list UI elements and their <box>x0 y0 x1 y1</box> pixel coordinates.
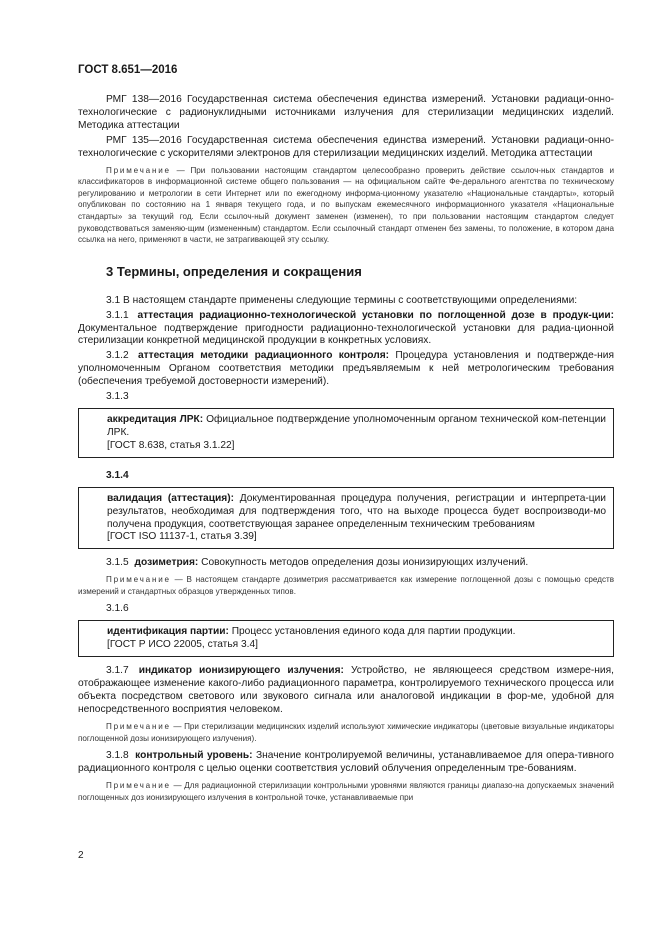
term-3-1-1 <box>78 310 614 349</box>
term-definition: Документальное подтверждение пригодности радиационно-технологической установки для радиа-ционной стерилизации конкретной медицинской продукции в конкретных условиях. <box>78 322 614 347</box>
term-number-3-1-4: 3.1.4 <box>106 469 129 481</box>
normative-reference-2: РМГ 135—2016 Государственная система обеспечения единства измерений. Установки радиаци-онно-технологические с ускорителями электронов для стерилизации медицинских изделий. Методика аттестации <box>78 134 614 159</box>
term-name: идентификация партии: <box>107 626 229 638</box>
note-label: Примечание <box>106 575 171 585</box>
term-number-3-1-3: 3.1.3 <box>106 391 129 403</box>
term-definition: Процедура установления и подтвержде-ния уполномоченным Органом соответствия методики предъявляемым к ней метрологическим требования (обеспечения требуемой достоверности измерений). <box>78 350 614 388</box>
term-3-1-5 <box>78 557 614 570</box>
term-definition: Значение контролируемой величины, устанавливаемое для опера-тивного радиационного контроля с целью оценки соответствия условий облучения определенным тре-бованиям. <box>78 750 614 774</box>
term-definition: Совокупность методов определения дозы ионизирующих излучений. <box>198 557 529 569</box>
note-indicators <box>78 721 614 744</box>
term-box-3-1-3 <box>78 408 614 458</box>
note-text: — При пользовании настоящим стандартом целесообразно проверить действие ссылоч-ных стандартов и классификаторов в информационной системе общего пользования — на официальном сайте Фе-дерального агентства по техническому регулированию и метрологии в сети Интернет или по ежегодному информа-ционному указателю «Национальные стандарты», который опубликован по состоянию на 1 января текущего года, и по выпускам ежемесячного информационного указателя «Национальные стандарты» за текущий год. Если ссылоч-ный документ заменен (изменен), то при пользовании настоящим стандартом следует руководствоваться заменяю-щим (измененным) стандартом. Если ссылочный стандарт отменен без замены, то положение, в котором дана ссылка на него, применяют в части, не затрагивающей эту ссылку. <box>78 165 614 245</box>
note-dosimetry <box>78 574 614 597</box>
term-name: валидация (аттестация): <box>107 492 234 504</box>
term-3-1-8 <box>78 750 614 776</box>
term-number: 3.1.1 <box>106 309 129 321</box>
term-definition: Документированная процедура получения, регистрации и интерпрета-ции результатов, необходимая для подтверждения того, что на выходе процесса будет воспроизводи-мо получена продукция, соответствующая заранее определенным техническим требованиям <box>107 492 606 530</box>
note-label: Примечание <box>106 165 171 175</box>
term-name: контрольный уровень: <box>135 750 253 762</box>
note-label: Примечание <box>106 721 171 731</box>
term-definition: Процесс установления единого кода для партии продукции. <box>228 626 516 638</box>
term-3-1-7 <box>78 665 614 717</box>
term-number-3-1-6: 3.1.6 <box>106 603 129 615</box>
normative-reference-1: РМГ 138—2016 Государственная система обеспечения единства измерений. Установки радиаци-онно-технологические с радионуклидными источниками излучения для стерилизации медицинских изделий. Методика аттестации <box>78 94 614 131</box>
term-name: индикатор ионизирующего излучения: <box>138 665 344 677</box>
page-content <box>78 94 614 809</box>
term-number: 3.1.7 <box>106 665 129 677</box>
term-3-1-2 <box>78 350 614 389</box>
term-name: аттестация методики радиационного контроля: <box>137 350 390 362</box>
term-source: [ГОСТ ISO 11137-1, статья 3.39] <box>107 531 257 543</box>
term-box-3-1-6 <box>78 620 614 657</box>
term-name: аккредитация ЛРК: <box>107 414 204 426</box>
term-name: дозиметрия: <box>134 557 199 569</box>
term-definition: Устройство, не являющееся средством измере-ния, отображающее изменение какого-либо радиационного параметра, контролируемого технического процесса или объекта посредством светового или звукового сигнала или аналоговой индикации в фор-ме, удобной для непосредственного восприятия человеком. <box>78 665 614 715</box>
clause-3-1: 3.1 В настоящем стандарте применены следующие термины с соответствующими определениями: <box>106 294 578 306</box>
document-header: ГОСТ 8.651—2016 <box>78 64 178 76</box>
note-text: — Для радиационной стерилизации контрольными уровнями являются границы диапазо-на допускаемых значений поглощенных доз ионизирующего излучения в контрольной точке, устанавливаемые при <box>78 780 614 802</box>
term-number: 3.1.8 <box>106 750 129 762</box>
term-definition: Официальное подтверждение уполномоченным органом технической ком-петенции ЛРК. <box>107 414 606 438</box>
term-number: 3.1.2 <box>106 350 129 362</box>
term-source: [ГОСТ 8.638, статья 3.1.22] <box>107 439 235 451</box>
note-label: Примечание <box>106 780 171 790</box>
note-control-levels <box>78 780 614 803</box>
term-source: [ГОСТ Р ИСО 22005, статья 3.4] <box>107 639 258 651</box>
term-box-3-1-4 <box>78 487 614 550</box>
term-name: аттестация радиационно-технологической установки по поглощенной дозе в продук-ции: <box>137 309 614 321</box>
note-text: — При стерилизации медицинских изделий используют химические индикаторы (цветовые визуальные индикаторы поглощенной дозы ионизирующего излучения). <box>78 721 614 743</box>
section-title: 3 Термины, определения и сокращения <box>106 263 362 279</box>
note-references <box>78 165 614 246</box>
page-number: 2 <box>78 850 84 861</box>
note-text: — В настоящем стандарте дозиметрия рассматривается как измерение поглощенной дозы с помощью средств измерений и стандартных образцов утвержденных типов. <box>78 575 614 596</box>
term-number: 3.1.5 <box>106 557 129 569</box>
